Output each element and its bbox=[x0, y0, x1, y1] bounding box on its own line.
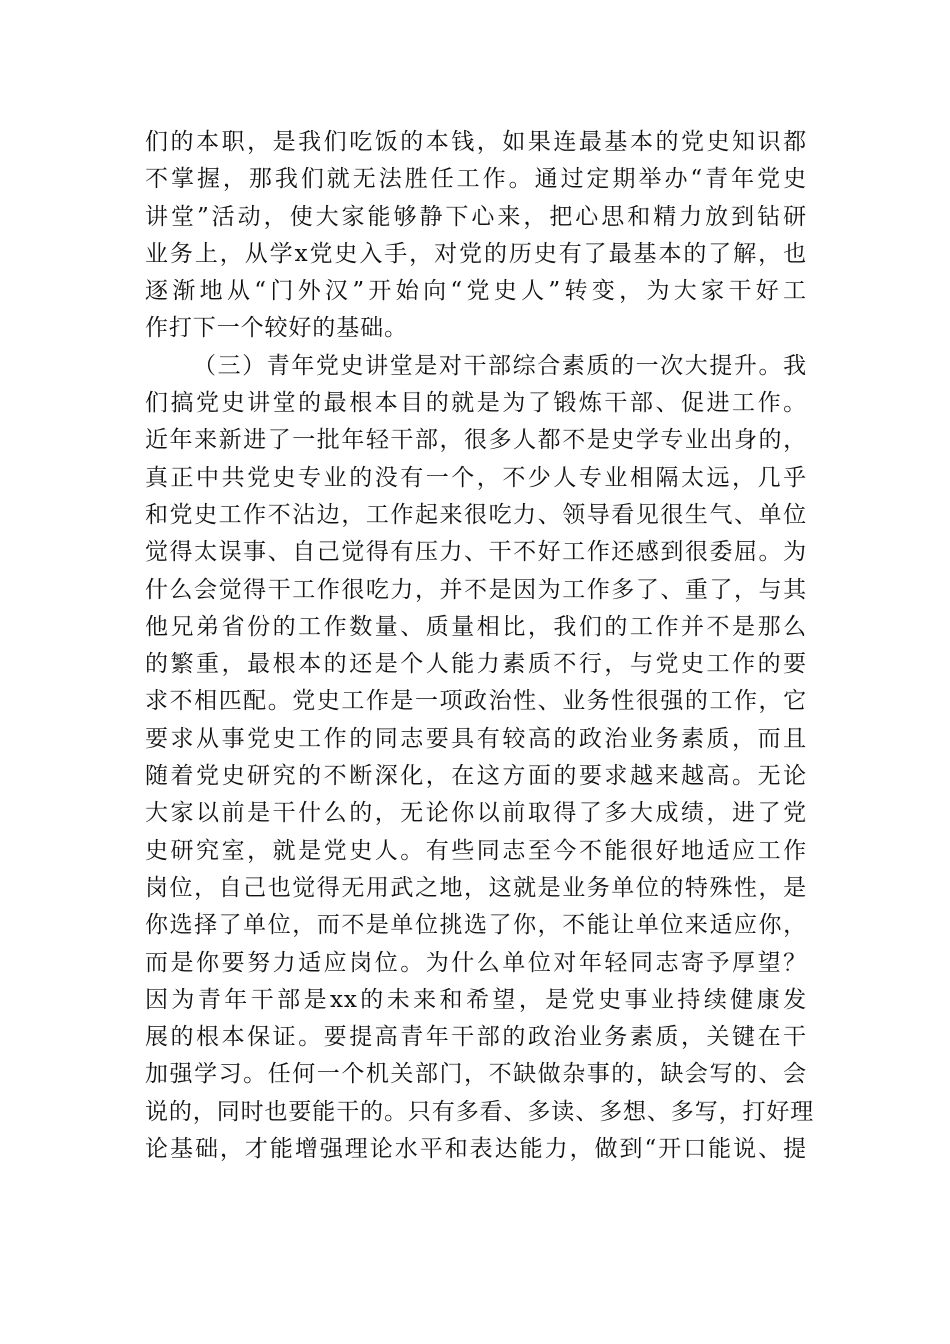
body-text bbox=[145, 124, 815, 1168]
text-line: 岗位，自己也觉得无用武之地，这就是业务单位的特殊性，是 bbox=[145, 874, 807, 901]
paragraph-heading-line: （三）青年党史讲堂是对干部综合素质的一次大提升。我 bbox=[193, 352, 807, 379]
text-line: 加强学习。任何一个机关部门，不缺做杂事的，缺会写的、会 bbox=[145, 1061, 807, 1088]
text-line: 因为青年干部是xx的未来和希望，是党史事业持续健康发 bbox=[145, 986, 807, 1013]
text-line: 讲堂”活动，使大家能够静下心来，把心思和精力放到钻研 bbox=[145, 203, 807, 230]
text-line: 的繁重，最根本的还是个人能力素质不行，与党史工作的要 bbox=[145, 651, 807, 678]
text-line: 求不相匹配。党史工作是一项政治性、业务性很强的工作，它 bbox=[145, 688, 807, 715]
text-line: 近年来新进了一批年轻干部，很多人都不是史学专业出身的， bbox=[145, 427, 807, 454]
text-line: 作打下一个较好的基础。 bbox=[145, 315, 408, 342]
text-line: 要求从事党史工作的同志要具有较高的政治业务素质，而且 bbox=[145, 725, 807, 752]
text-line: 大家以前是干什么的，无论你以前取得了多大成绩，进了党 bbox=[145, 800, 807, 827]
text-line: 而是你要努力适应岗位。为什么单位对年轻同志寄予厚望？ bbox=[145, 949, 807, 976]
text-line: 什么会觉得干工作很吃力，并不是因为工作多了、重了，与其 bbox=[145, 576, 807, 603]
text-line: 史研究室，就是党史人。有些同志至今不能很好地适应工作 bbox=[145, 837, 807, 864]
text-line: 论基础，才能增强理论水平和表达能力，做到“开口能说、提 bbox=[145, 1136, 807, 1163]
text-line: 随着党史研究的不断深化，在这方面的要求越来越高。无论 bbox=[145, 763, 807, 790]
text-line: 们的本职，是我们吃饭的本钱，如果连最基本的党史知识都 bbox=[145, 129, 807, 155]
text-line: 们搞党史讲堂的最根本目的就是为了锻炼干部、促进工作。 bbox=[145, 390, 807, 417]
text-line: 你选择了单位，而不是单位挑选了你，不能让单位来适应你， bbox=[145, 912, 807, 939]
text-line: 他兄弟省份的工作数量、质量相比，我们的工作并不是那么 bbox=[145, 613, 807, 640]
text-line: 说的，同时也要能干的。只有多看、多读、多想、多写，打好理 bbox=[145, 1098, 815, 1125]
text-line: 逐渐地从“门外汉”开始向“党史人”转变，为大家干好工 bbox=[145, 278, 807, 305]
text-line: 不掌握，那我们就无法胜任工作。通过定期举办“青年党史 bbox=[145, 166, 807, 193]
text-line: 真正中共党史专业的没有一个，不少人专业相隔太远，几乎 bbox=[145, 464, 807, 491]
text-line: 业务上，从学x党史入手，对党的历史有了最基本的了解，也 bbox=[145, 240, 807, 267]
text-line: 和党史工作不沾边，工作起来很吃力、领导看见很生气、单位 bbox=[145, 501, 807, 528]
text-line: 觉得太误事、自己觉得有压力、干不好工作还感到很委屈。为 bbox=[145, 539, 807, 566]
text-line: 展的根本保证。要提高青年干部的政治业务素质，关键在干 bbox=[145, 1024, 807, 1051]
